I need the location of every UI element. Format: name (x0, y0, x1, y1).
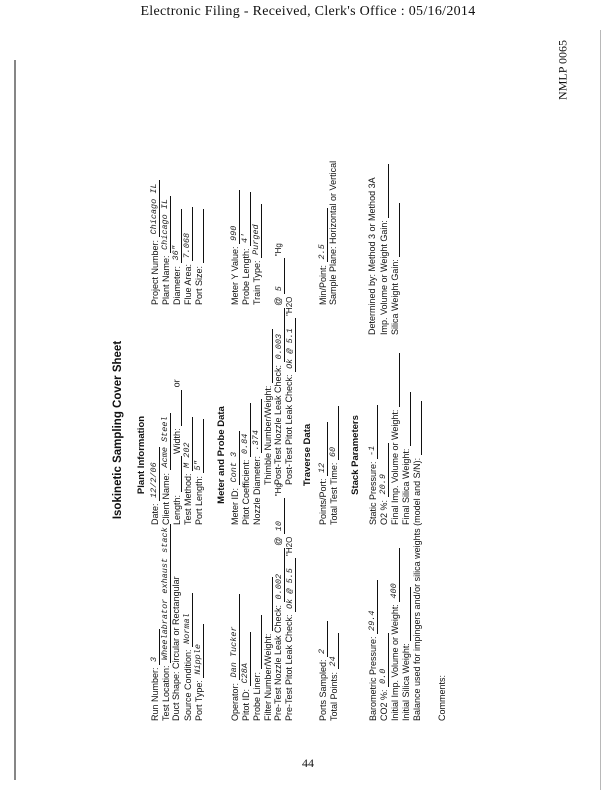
static-pressure-field (367, 405, 378, 525)
thimble-number-field (262, 329, 273, 485)
final-imp-field (389, 353, 400, 525)
o2-value[interactable]: 20.9 (378, 443, 389, 497)
initial-silica-label: Initial Silica Weight: (400, 643, 411, 721)
imp-gain-value[interactable] (378, 164, 389, 218)
port-type-field (193, 624, 204, 721)
test-method-field (182, 417, 193, 525)
sheet-wrapper (100, 120, 490, 740)
comments-label: Comments: (437, 674, 447, 721)
post-nozzle-unit: "Hg (274, 243, 283, 257)
initial-imp-label: Initial Imp. Volume or Weight: (389, 604, 400, 721)
width-label: Width: (171, 428, 182, 454)
length-label: Length: (171, 494, 182, 525)
client-name-label: Client Name: (160, 472, 171, 525)
static-pressure-label: Static Pressure: (367, 461, 378, 525)
pitot-coefficient-label: Pitot Coefficient: (240, 459, 251, 525)
port-length-value[interactable]: 5" (193, 419, 204, 473)
probe-length-field (240, 192, 251, 305)
total-points-field (328, 633, 339, 721)
sample-plane-label: Sample Plane: Horizontal or Vertical (328, 160, 338, 305)
scan-edge-right (600, 30, 601, 790)
silica-gain-value[interactable] (389, 203, 400, 257)
probe-liner-field (251, 615, 262, 721)
port-type-label: Port Type: (193, 680, 204, 721)
diameter-value[interactable]: 36" (171, 209, 182, 263)
port-size-field (193, 209, 204, 305)
project-number-field (149, 180, 160, 305)
post-nozzle-at: @ (273, 296, 283, 306)
meter-y-label: Meter Y Value: (229, 246, 240, 305)
pre-nozzle-at: @ (273, 536, 283, 546)
points-port-field (317, 422, 328, 525)
balance-field (411, 401, 422, 721)
stack-params-title: Stack Parameters (350, 415, 361, 495)
duct-shape-value[interactable]: Circular or Rectangular (171, 576, 181, 669)
silica-gain-field (389, 203, 400, 335)
co2-field (378, 633, 389, 721)
filter-number-label: Filter Number/Weight: (262, 633, 273, 721)
nozzle-diameter-label: Nozzle Diameter: (251, 455, 262, 525)
final-imp-value[interactable] (389, 353, 400, 407)
comments-field (437, 675, 448, 721)
initial-silica-value[interactable] (400, 587, 411, 641)
filter-number-field (262, 577, 273, 721)
plant-name-value[interactable]: Chicago IL (160, 196, 171, 253)
co2-label: CO2 %: (378, 689, 389, 721)
plant-info-title: Plant Information (136, 415, 147, 495)
meter-y-field (229, 190, 240, 305)
operator-field (229, 594, 240, 721)
probe-length-label: Probe Length: (240, 248, 251, 305)
length-value[interactable] (171, 456, 182, 492)
imp-gain-field (378, 164, 389, 335)
flue-area-label: Flue Area: (182, 263, 193, 305)
pre-nozzle-leak-value[interactable]: 0.002 (274, 548, 285, 602)
pitot-coefficient-value[interactable]: 0.84 (240, 403, 251, 457)
cover-sheet (105, 125, 485, 735)
port-length-field (193, 419, 204, 525)
port-size-label: Port Size: (193, 265, 204, 305)
probe-length-value[interactable]: 4' (240, 192, 251, 246)
source-condition-label: Source Condition: (182, 649, 193, 721)
thimble-number-value[interactable] (262, 329, 273, 383)
test-method-value[interactable]: M 202 (182, 417, 193, 471)
bates-stamp (548, 30, 578, 110)
test-location-value[interactable]: Wheelabrator exhaust stack (160, 524, 171, 663)
test-location-field (160, 524, 171, 721)
post-nozzle-leak-field (273, 243, 285, 485)
pitot-id-field (240, 632, 251, 721)
port-length-label: Port Length: (193, 475, 204, 525)
min-point-value[interactable]: 2.5 (317, 208, 328, 262)
date-label: Date: (149, 503, 160, 525)
probe-liner-label: Probe Liner: (251, 671, 262, 721)
plant-name-field (160, 196, 171, 305)
nozzle-diameter-value[interactable]: .374 (251, 399, 262, 453)
total-test-time-label: Total Test Time: (328, 462, 339, 525)
filter-number-value[interactable] (262, 577, 273, 631)
thimble-number-label: Thimble Number/Weight: (262, 385, 273, 485)
meter-probe-title: Meter and Probe Data (216, 406, 227, 504)
source-condition-field (182, 593, 193, 721)
final-imp-label: Final Imp. Volume or Weight: (389, 409, 400, 525)
plant-name-label: Plant Name: (160, 255, 171, 305)
post-nozzle-leak-label: Post-Test Nozzle Leak Check: (273, 364, 283, 485)
operator-label: Operator: (229, 682, 240, 721)
static-pressure-value[interactable]: -1 (367, 405, 378, 459)
port-type-value[interactable]: Nipple (193, 624, 204, 678)
post-pitot-leak-field (284, 297, 296, 485)
total-points-label: Total Points: (328, 671, 339, 721)
nozzle-diameter-field (251, 399, 262, 525)
initial-silica-field (400, 587, 411, 721)
diameter-label: Diameter: (171, 265, 182, 305)
determined-by-field (367, 177, 378, 335)
or-label: or (171, 379, 182, 388)
test-location-label: Test Location: (160, 665, 171, 721)
final-silica-field (400, 392, 411, 525)
pre-pitot-leak-label: Pre-Test Pitot Leak Check: (284, 614, 294, 721)
co2-value[interactable]: 0.0 (378, 633, 389, 687)
date-value[interactable]: 12/2/06 (149, 447, 160, 501)
balance-label: Balance used for impingers and/or silica weights (model and S/N): (411, 457, 422, 721)
filing-header: Electronic Filing - Received, Clerk's Office : 05/16/2014 (140, 4, 476, 19)
pre-nozzle-leak-label: Pre-Test Nozzle Leak Check: (273, 604, 283, 721)
pre-nozzle-at-value[interactable]: 10 (274, 498, 285, 534)
post-pitot-leak-label: Post-Test Pitot Leak Check: (284, 374, 294, 485)
port-size-value[interactable] (193, 209, 204, 263)
train-type-label: Train Type: (251, 260, 262, 305)
width-value[interactable] (171, 390, 182, 426)
test-method-label: Test Method: (182, 473, 193, 525)
pitot-coefficient-field (240, 403, 251, 525)
client-name-field (160, 413, 171, 525)
post-pitot-unit: "H2O (285, 296, 294, 316)
post-pitot-leak-value[interactable]: Ok @ 5.1 (285, 318, 296, 372)
meter-id-field (229, 431, 240, 525)
client-name-value[interactable]: Acme Steel (160, 413, 171, 470)
date-field (149, 447, 160, 525)
project-number-value[interactable]: Chicago IL (149, 180, 160, 237)
pre-pitot-leak-value[interactable]: Ok @ 5.5 (285, 558, 296, 612)
initial-imp-value[interactable]: 400 (389, 548, 400, 602)
flue-area-field (182, 207, 193, 305)
ports-sampled-label: Ports Sampled: (317, 659, 328, 721)
scan-edge-left (14, 60, 16, 780)
pre-nozzle-leak-field (273, 483, 285, 721)
sample-plane-field (328, 161, 339, 305)
meter-id-value[interactable]: Cont 3 (229, 431, 240, 485)
traverse-title: Traverse Data (302, 423, 313, 487)
meter-y-value[interactable]: 990 (229, 190, 240, 244)
sheet-title: Isokinetic Sampling Cover Sheet (112, 340, 124, 520)
operator-value[interactable]: Dan Tucker (229, 594, 240, 680)
train-type-field (251, 204, 262, 305)
min-point-field (317, 208, 328, 305)
final-silica-value[interactable] (400, 392, 411, 446)
flue-area-value[interactable]: 7.068 (182, 207, 193, 261)
ports-sampled-value[interactable]: 2 (317, 621, 328, 657)
pre-nozzle-unit: "Hg (274, 483, 283, 497)
pitot-id-label: Pitot ID: (240, 688, 251, 721)
total-points-value[interactable]: 24 (328, 633, 339, 669)
duct-shape-field (171, 576, 182, 721)
pitot-id-value[interactable]: C28A (240, 632, 251, 686)
barometric-label: Barometric Pressure: (367, 636, 378, 721)
pre-pitot-unit: "H2O (285, 536, 294, 556)
diameter-field (171, 209, 182, 305)
o2-field (378, 443, 389, 525)
probe-liner-value[interactable] (251, 615, 262, 669)
run-number-value[interactable]: 3 (149, 629, 160, 665)
imp-gain-label: Imp. Volume or Weight Gain: (378, 220, 389, 335)
initial-imp-field (389, 548, 400, 721)
barometric-field (367, 580, 378, 721)
post-nozzle-at-value[interactable]: 5 (274, 258, 285, 294)
balance-value[interactable] (411, 401, 422, 455)
final-silica-label: Final Silica Weight: (400, 448, 411, 525)
source-condition-value[interactable]: Normal (182, 593, 193, 647)
total-test-time-value[interactable]: 60 (328, 406, 339, 460)
run-number-field (149, 629, 160, 721)
page-number: 44 (302, 756, 314, 770)
train-type-value[interactable]: Purged (251, 204, 262, 258)
o2-label: O2 %: (378, 499, 389, 525)
project-number-label: Project Number: (149, 239, 160, 305)
total-test-time-field (328, 406, 339, 525)
duct-shape-label: Duct Shape: (171, 671, 181, 721)
barometric-value[interactable]: 29.4 (367, 580, 378, 634)
pre-pitot-leak-field (284, 537, 296, 721)
length-width-field (171, 379, 182, 525)
run-number-label: Run Number: (149, 667, 160, 721)
points-port-label: Points/Port: (317, 478, 328, 525)
min-point-label: Min/Point: (317, 264, 328, 305)
silica-gain-label: Silica Weight Gain: (389, 259, 400, 335)
post-nozzle-leak-value[interactable]: 0.003 (274, 308, 285, 362)
determined-by-label: Determined by: Method 3 or Method 3A (367, 177, 377, 335)
points-port-value[interactable]: 12 (317, 422, 328, 476)
ports-sampled-field (317, 621, 328, 721)
bates-stamp-text: NMLP 0065 (555, 40, 570, 100)
meter-id-label: Meter ID: (229, 487, 240, 525)
